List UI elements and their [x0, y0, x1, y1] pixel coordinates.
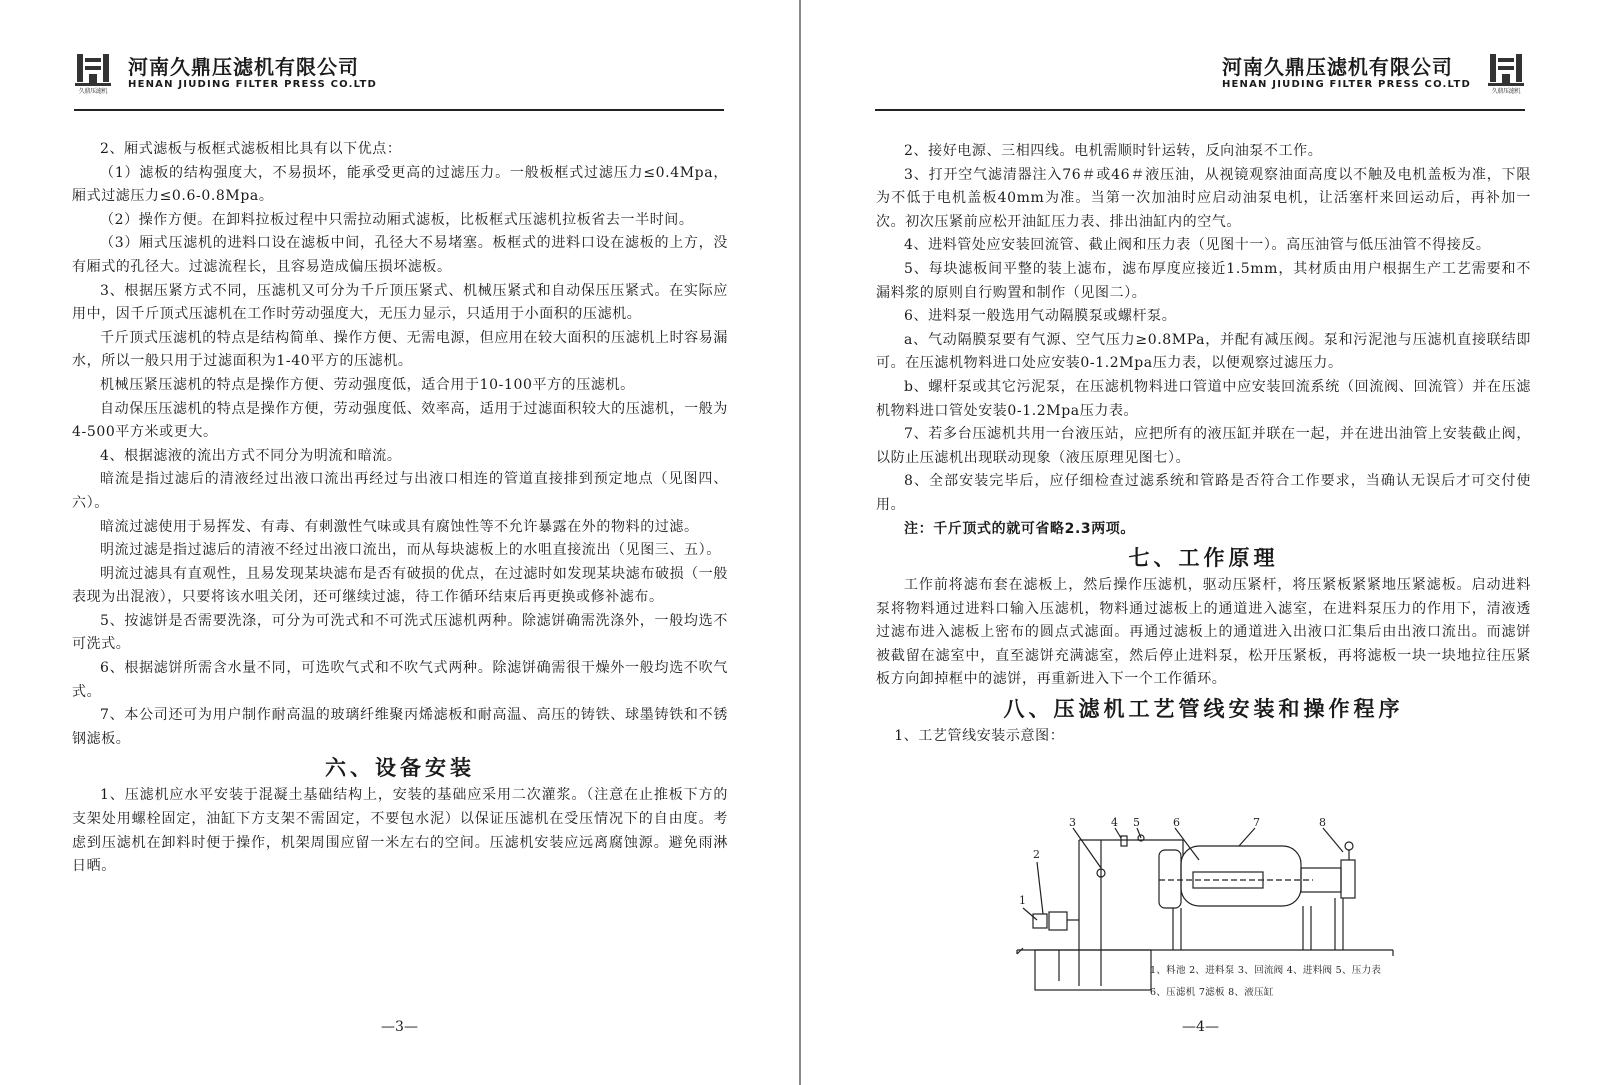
note: 注：千斤顶式的就可省略2.3两项。	[904, 520, 1135, 537]
page-header-right	[875, 52, 1525, 95]
paragraph: 暗流是指过滤后的清液经过出液口流出再经过与出液口相连的管道直接排到预定地点（见图四、六）。	[72, 471, 728, 511]
company-name-en: HENAN JIUDING FILTER PRESS CO.LTD	[1221, 79, 1471, 90]
diagram-number: 2	[1033, 848, 1040, 861]
section-heading-7: 七、工作原理	[1128, 546, 1279, 571]
paragraph: b、螺杆泵或其它污泥泵，在压滤机物料进口管道中应安装回流系统（回流阀、回流管）并在压滤机物料进口管处安装0-1.2Mpa压力表。	[876, 378, 1531, 419]
company-logo	[74, 52, 112, 96]
diagram-number: 7	[1253, 816, 1260, 829]
paragraph: 自动保压压滤机的特点是操作方便，劳动强度低、效率高，适用于过滤面积较大的压滤机，一般为4-500平方米或更大。	[72, 400, 728, 441]
paragraph: （2）操作方便。在卸料拉板过程中只需拉动厢式滤板，比板框式压滤机拉板省去一半时间。	[100, 211, 694, 228]
diagram-number: 3	[1069, 816, 1076, 829]
paragraph: 明流过滤是指过滤后的清液不经过出液口流出，而从每块滤板上的水咀直接流出（见图三、五）。	[100, 542, 721, 559]
paragraph: 8、全部安装完毕后，应仔细检查过滤系统和管路是否符合工作要求，当确认无误后才可交付使用。	[876, 473, 1531, 513]
logo-caption: 久鼎压滤机	[1491, 88, 1521, 95]
page-header-left	[74, 52, 724, 95]
paragraph: （3）厢式压滤机的进料口设在滤板中间，孔径大不易堵塞。板框式的进料口设在滤板的上方，没有厢式的孔径大。过滤流程长，且容易造成偏压损坏滤板。	[72, 235, 728, 275]
diagram-number: 5	[1133, 816, 1140, 829]
paragraph: 5、每块滤板间平整的装上滤布，滤布厚度应接近1.5mm，其材质由用户根据生产工艺需要和不漏料浆的原则自行购置和制作（见图二）。	[876, 260, 1531, 301]
header-rule	[875, 109, 1525, 111]
left-page-body	[72, 138, 728, 879]
paragraph: 3、打开空气滤清器注入76＃或46＃液压油，从视镜观察油面高度以不触及电机盖板为准，下限为不低于电机盖板40mm为准。当第一次加油时应启动油泵电机，让活塞杆来回运动后，再补加一次。初次压紧前应松开油缸压力表、排出油缸内的空气。	[876, 166, 1531, 230]
diagram-number: 8	[1319, 816, 1326, 829]
paragraph: 1、压滤机应水平安装于混凝土基础结构上，安装的基础应采用二次灌浆。（注意在止推板下方的支架处用螺栓固定，油缸下方支架不需固定，不要包水泥）以保证压滤机在受压情况下的自由度。考虑到压滤机在卸料时便于操作，机架周围应留一米左右的空间。压滤机安装应远离腐蚀源。避免雨淋日晒。	[72, 787, 728, 875]
page-left	[0, 0, 799, 1085]
company-logo	[1487, 52, 1525, 96]
diagram-number: 4	[1111, 816, 1118, 829]
paragraph: 暗流过滤使用于易挥发、有毒、有刺激性气味或具有腐蚀性等不允许暴露在外的物料的过滤。	[100, 518, 699, 535]
page-number-right: —4—	[1182, 1019, 1219, 1035]
paragraph: （1）滤板的结构强度大，不易损坏，能承受更高的过滤压力。一般板框式过滤压力≤0.4Mpa，厢式过滤压力≤0.6-0.8Mpa。	[72, 164, 728, 205]
paragraph: 3、根据压紧方式不同，压滤机又可分为千斤顶压紧式、机械压紧式和自动保压压紧式。在实际应用中，因千斤顶式压滤机在工作时劳动强度大，无压力显示，只适用于小面积的压滤机。	[72, 282, 728, 323]
paragraph: 4、进料管处应安装回流管、截止阀和压力表（见图十一）。高压油管与低压油管不得接反。	[904, 237, 1491, 254]
diagram-number: 1	[1019, 894, 1026, 907]
page-number-left: —3—	[381, 1019, 418, 1035]
paragraph: 6、根据滤饼所需含水量不同，可选吹气式和不吹气式两种。除滤饼确需很干燥外一般均选不吹气式。	[72, 660, 728, 700]
diagram-number: 6	[1173, 816, 1180, 829]
paragraph: 千斤顶式压滤机的特点是结构简单、操作方便、无需电源，但应用在较大面积的压滤机上时容易漏水，所以一般只用于过滤面积为1-40平方的压滤机。	[72, 329, 728, 370]
diagram-caption-line: 1、料池 2、进料泵 3、回流阀 4、进料阀 5、压力表	[1150, 965, 1382, 976]
paragraph: 7、若多台压滤机共用一台液压站，应把所有的液压缸并联在一起，并在进出油管上安装截止阀，以防止压滤机出现联动现象（液压原理见图七）。	[876, 426, 1531, 466]
company-name-cn: 河南久鼎压滤机有限公司	[1221, 55, 1453, 79]
section-heading-8: 八、压滤机工艺管线安装和操作程序	[1003, 697, 1404, 722]
page-right	[801, 0, 1600, 1085]
paragraph: 2、接好电源、三相四线。电机需顺时针运转，反向油泵不工作。	[904, 143, 1323, 159]
paragraph: 6、进料泵一般选用气动隔膜泵或螺杆泵。	[904, 308, 1177, 325]
diagram-caption	[1150, 960, 1381, 1004]
company-name-cn: 河南久鼎压滤机有限公司	[128, 55, 359, 79]
paragraph: 2、厢式滤板与板框式滤板相比具有以下优点：	[100, 141, 402, 157]
company-name	[1222, 56, 1471, 91]
paragraph: 5、按滤饼是否需要洗涤，可分为可洗式和不可洗式压滤机两种。除滤饼确需洗涤外，一般均选不可洗式。	[72, 612, 728, 653]
paragraph: 机械压紧压滤机的特点是操作方便、劳动强度低，适合用于10-100平方的压滤机。	[100, 376, 635, 393]
paragraph: a、气动隔膜泵要有气源、空气压力≥0.8MPa，并配有减压阀。泵和污泥池与压滤机直接联结即可。在压滤机物料进口处应安装0-1.2Mpa压力表，以便观察过滤压力。	[876, 331, 1531, 372]
paragraph: 工作前将滤布套在滤板上，然后操作压滤机，驱动压紧杆，将压紧板紧紧地压紧滤板。启动进料泵将物料通过进料口输入压滤机，物料通过滤板上的通道进入滤室，在进料泵压力的作用下，清液透过滤布进入滤板上密布的圆点式滤面。再通过滤板上的通道进入出液口汇集后由出液口流出。而滤饼被截留在滤室中，直至滤饼充满滤室，然后停止进料泵，松开压紧板，再将滤板一块一块地拉往压紧板方向卸掉框中的滤饼，再重新进入下一个工作循环。	[876, 577, 1531, 688]
company-name	[128, 56, 377, 91]
header-rule	[74, 109, 724, 111]
logo-caption: 久鼎压滤机	[78, 88, 108, 95]
company-name-en: HENAN JIUDING FILTER PRESS CO.LTD	[128, 79, 378, 90]
paragraph: 4、根据滤液的流出方式不同分为明流和暗流。	[100, 447, 402, 464]
right-page-body	[876, 140, 1531, 749]
section-heading-6: 六、设备安装	[325, 756, 475, 781]
diagram-caption-line: 6、压滤机 7滤板 8、液压缸	[1150, 987, 1274, 998]
diagram-intro: 1、工艺管线安装示意图：	[894, 728, 1065, 745]
paragraph: 明流过滤具有直观性，且易发现某块滤布是否有破损的优点，在过滤时如发现某块滤布破损（一般表现为出混液），只要将该水咀关闭，还可继续过滤，待工作循环结束后再更换或修补滤布。	[72, 565, 728, 606]
paragraph: 7、本公司还可为用户制作耐高温的玻璃纤维聚丙烯滤板和耐高温、高压的铸铁、球墨铸铁和不锈钢滤板。	[72, 707, 728, 747]
